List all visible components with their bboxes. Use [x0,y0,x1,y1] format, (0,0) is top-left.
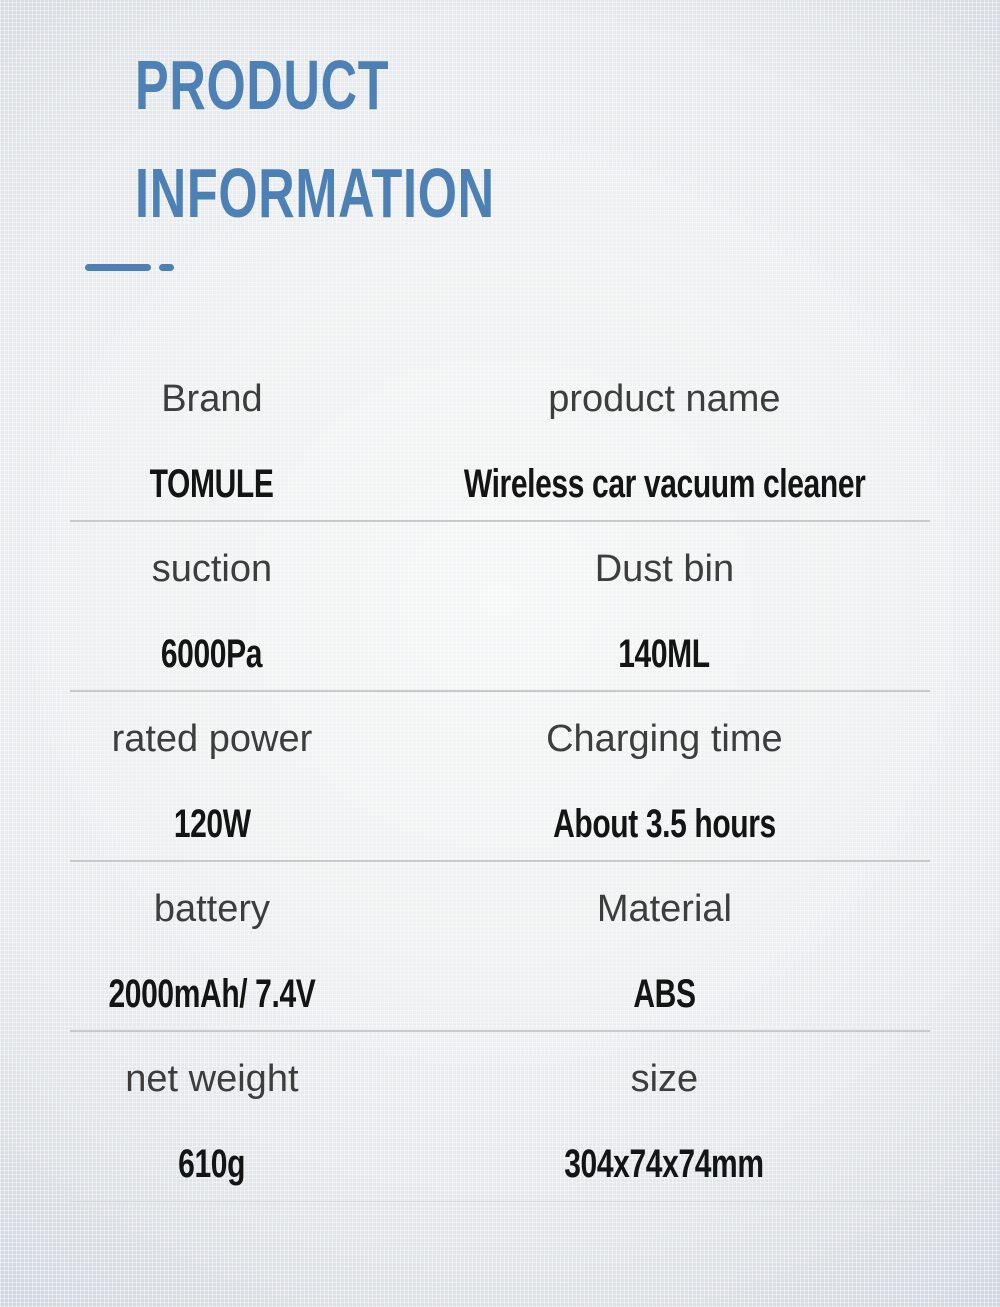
title-underline [85,264,174,271]
spec-label-net-weight: net weight [125,1057,299,1100]
spec-value-charging-time-text: About 3.5 hours [553,801,776,846]
spec-value-dust-bin-text: 140ML [618,631,711,676]
spec-row-brand-productname [70,352,930,522]
spec-value-suction [70,616,354,692]
spec-value-suction-text: 6000Pa [161,631,263,676]
spec-label-charging-time: Charging time [546,717,783,760]
spec-value-product-name-text: Wireless car vacuum cleaner [463,461,866,506]
underline-dash-short [159,264,174,271]
spec-value-battery [70,956,354,1032]
spec-label-rated-power: rated power [111,717,313,760]
spec-value-rated-power [70,786,354,862]
spec-label-suction: suction [151,547,273,590]
spec-value-size [399,1126,930,1202]
spec-value-dust-bin [399,616,930,692]
spec-cell-material [354,862,930,1032]
page-title-line2 [135,154,635,232]
spec-value-rated-power-text: 120W [173,801,251,846]
spec-value-net-weight-text: 610g [178,1141,246,1186]
spec-value-battery-text: 2000mAh/ 7.4V [108,971,316,1016]
spec-label-brand: Brand [161,377,263,420]
row-divider [70,1201,930,1202]
spec-label-product-name: product name [548,377,781,420]
spec-value-charging-time [399,786,930,862]
spec-cell-brand [70,352,354,522]
spec-value-material-text: ABS [633,971,696,1016]
page-title-line1 [135,46,635,124]
page-title [135,46,635,232]
spec-value-product-name [399,446,930,522]
spec-row-suction-dustbin [70,522,930,692]
spec-cell-size [354,1032,930,1202]
spec-cell-rated-power [70,692,354,862]
spec-cell-suction [70,522,354,692]
spec-cell-battery [70,862,354,1032]
spec-cell-dust-bin [354,522,930,692]
page-title-line2-text: INFORMATION [135,154,495,232]
spec-label-battery: battery [153,887,270,930]
spec-table [70,352,930,1202]
spec-value-net-weight [70,1126,354,1202]
spec-cell-product-name [354,352,930,522]
spec-row-weight-size [70,1032,930,1202]
spec-row-power-charging [70,692,930,862]
spec-label-material: Material [596,887,732,930]
spec-label-dust-bin: Dust bin [594,547,735,590]
spec-value-brand [70,446,354,522]
spec-row-battery-material [70,862,930,1032]
spec-value-brand-text: TOMULE [149,461,274,506]
spec-cell-charging-time [354,692,930,862]
spec-value-size-text: 304x74x74mm [564,1141,765,1186]
spec-cell-net-weight [70,1032,354,1202]
underline-dash-long [85,264,151,271]
spec-value-material [399,956,930,1032]
page-title-line1-text: PRODUCT [135,46,390,124]
spec-label-size: size [630,1057,699,1100]
